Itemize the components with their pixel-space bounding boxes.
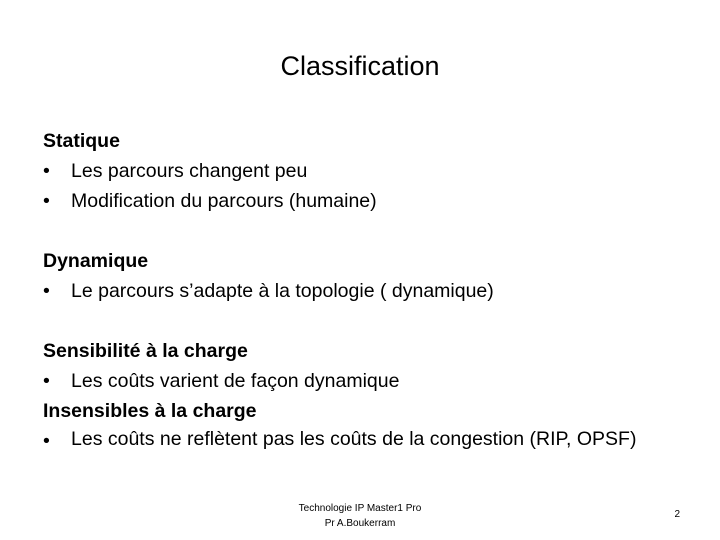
- bullet-item: [43, 276, 673, 306]
- bullet-item: [43, 156, 673, 186]
- slide-content: [43, 126, 673, 453]
- bullet-item: [43, 366, 673, 396]
- slide-title: Classification: [280, 51, 440, 81]
- bullet-dot: •: [43, 190, 50, 212]
- bullet-dot: •: [43, 430, 50, 452]
- bullet-dot: •: [43, 370, 50, 392]
- section-heading-dynamique: Dynamique: [43, 250, 149, 272]
- footer-line-author: Pr A.Boukerram: [324, 518, 396, 529]
- spacer: [43, 306, 673, 336]
- bullet-dot: •: [43, 160, 50, 182]
- section-heading-insensibles: Insensibles à la charge: [43, 400, 257, 422]
- spacer: [43, 216, 673, 246]
- bullet-text: Les parcours changent peu: [71, 160, 308, 182]
- bullet-text: Modification du parcours (humaine): [71, 190, 377, 212]
- bullet-dot: •: [43, 280, 50, 302]
- bullet-text: Les coûts ne reflètent pas les coûts de la congestion (RIP, OPSF): [71, 428, 637, 450]
- bullet-item: [43, 426, 673, 453]
- section-heading-sensibilite: Sensibilité à la charge: [43, 340, 248, 362]
- slide-footer: [250, 501, 470, 531]
- bullet-item: [43, 186, 673, 216]
- page-number: 2: [674, 509, 680, 520]
- footer-line-course: Technologie IP Master1 Pro: [298, 503, 422, 514]
- section-heading-statique: Statique: [43, 130, 120, 152]
- bullet-text: Les coûts varient de façon dynamique: [71, 370, 400, 392]
- bullet-text: Le parcours s’adapte à la topologie ( dynamique): [71, 280, 494, 302]
